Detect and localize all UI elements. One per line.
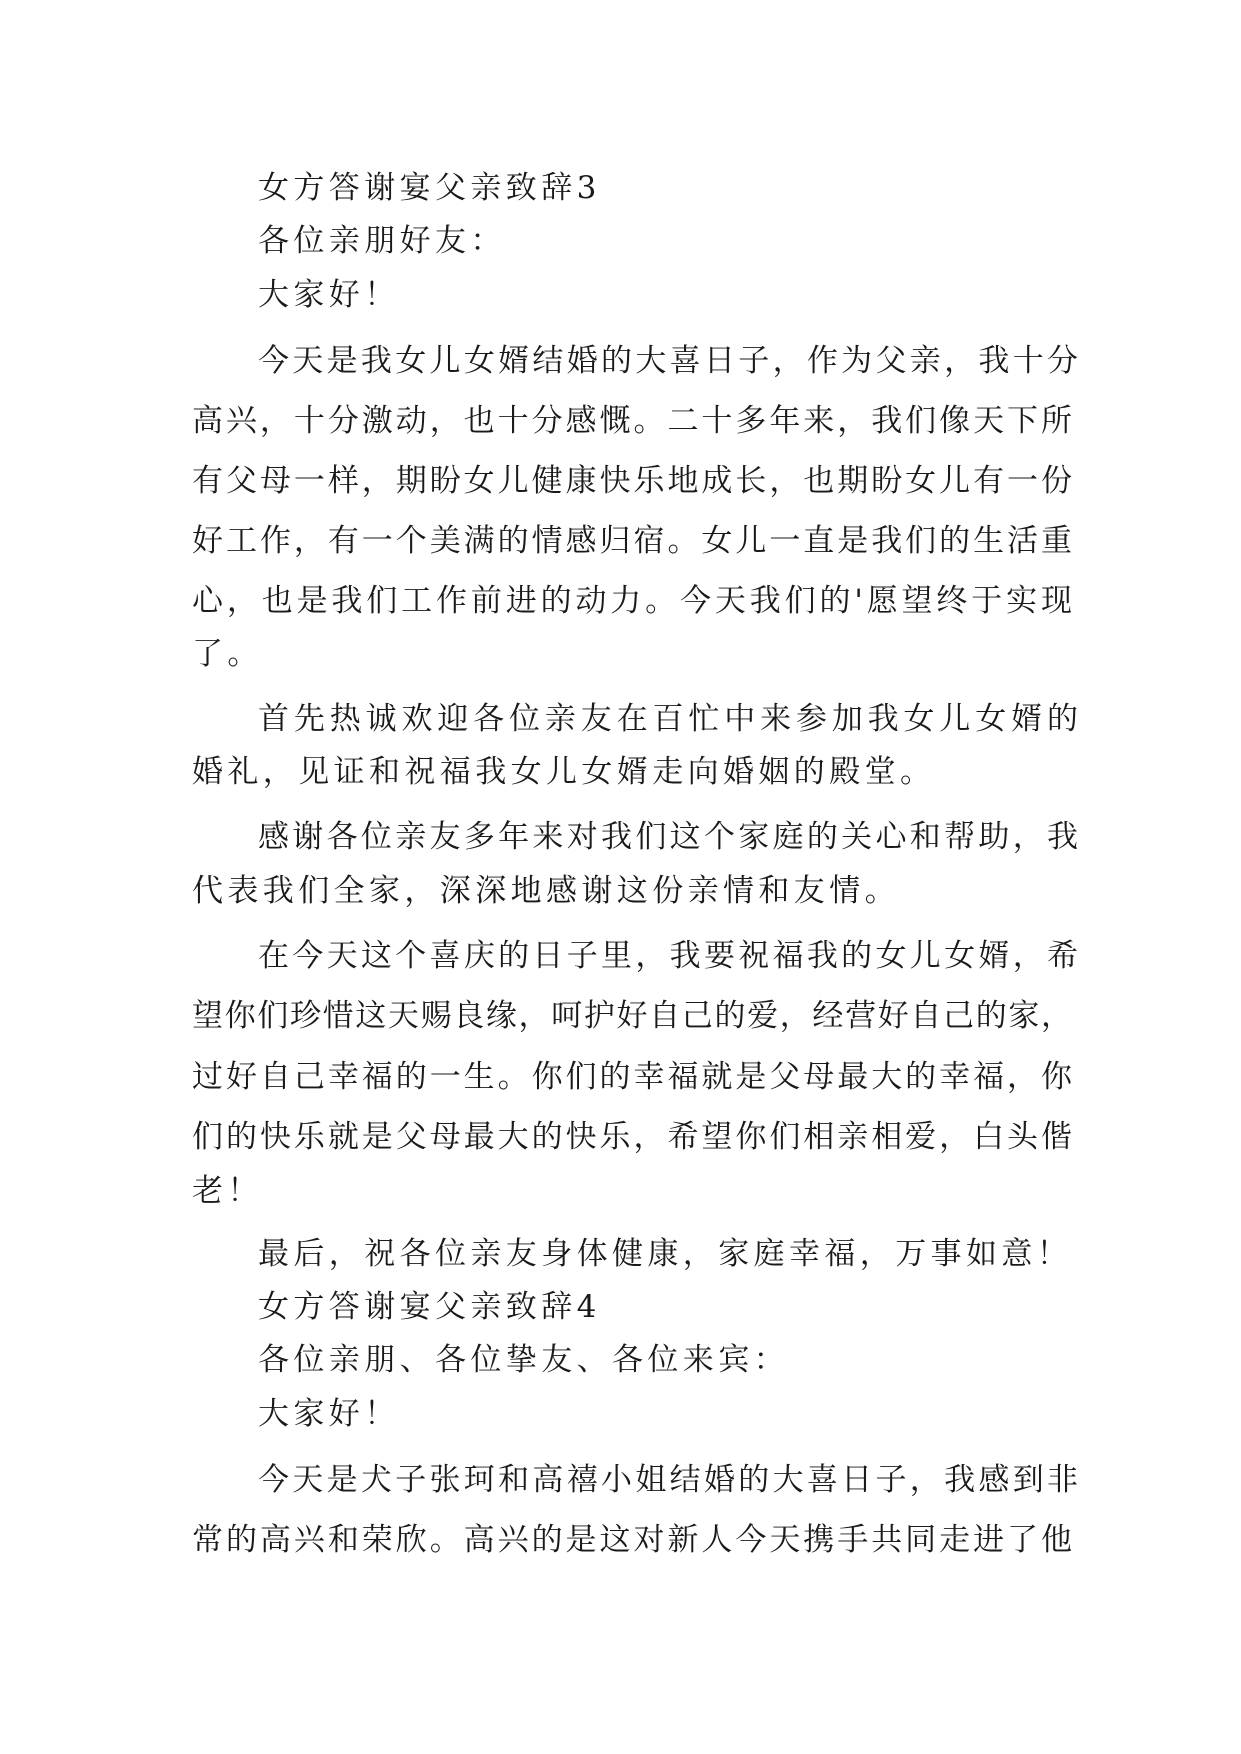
paragraph-line: 好工作，有一个美满的情感归宿。女儿一直是我们的生活重 bbox=[192, 523, 1072, 559]
greeting: 大家好！ bbox=[258, 277, 400, 313]
paragraph-line: 今天是犬子张珂和高禧小姐结婚的大喜日子，我感到非 bbox=[258, 1462, 1078, 1498]
closing-line: 最后，祝各位亲友身体健康，家庭幸福，万事如意！ bbox=[258, 1236, 1073, 1272]
paragraph-line: 有父母一样，期盼女儿健康快乐地成长，也期盼女儿有一份 bbox=[192, 463, 1072, 499]
paragraph-line: 老！ bbox=[192, 1173, 263, 1209]
paragraph-line: 心，也是我们工作前进的动力。今天我们的'愿望终于实现 bbox=[192, 583, 1072, 619]
greeting: 大家好！ bbox=[258, 1396, 400, 1432]
paragraph-line: 过好自己幸福的一生。你们的幸福就是父母最大的幸福，你 bbox=[192, 1059, 1072, 1095]
salutation: 各位亲朋、各位挚友、各位来宾： bbox=[258, 1342, 789, 1378]
paragraph-line: 今天是我女儿女婿结婚的大喜日子，作为父亲，我十分 bbox=[258, 343, 1078, 379]
section-title: 女方答谢宴父亲致辞3 bbox=[258, 170, 601, 206]
paragraph-line: 望你们珍惜这天赐良缘，呵护好自己的爱，经营好自己的家， bbox=[192, 998, 1072, 1034]
paragraph-line: 们的快乐就是父母最大的快乐，希望你们相亲相爱，白头偕 bbox=[192, 1119, 1072, 1155]
paragraph-line: 首先热诚欢迎各位亲友在百忙中来参加我女儿女婿的 bbox=[258, 701, 1078, 737]
section-title: 女方答谢宴父亲致辞4 bbox=[258, 1289, 601, 1325]
paragraph-line: 代表我们全家，深深地感谢这份亲情和友情。 bbox=[192, 873, 900, 909]
paragraph-line: 婚礼，见证和祝福我女儿女婿走向婚姻的殿堂。 bbox=[192, 754, 936, 790]
paragraph-line: 常的高兴和荣欣。高兴的是这对新人今天携手共同走进了他 bbox=[192, 1522, 1072, 1558]
salutation: 各位亲朋好友： bbox=[258, 223, 506, 259]
paragraph-line: 高兴，十分激动，也十分感慨。二十多年来，我们像天下所 bbox=[192, 403, 1072, 439]
paragraph-line: 在今天这个喜庆的日子里，我要祝福我的女儿女婿，希 bbox=[258, 938, 1078, 974]
paragraph-line: 了。 bbox=[192, 636, 263, 672]
paragraph-line: 感谢各位亲友多年来对我们这个家庭的关心和帮助，我 bbox=[258, 819, 1078, 855]
